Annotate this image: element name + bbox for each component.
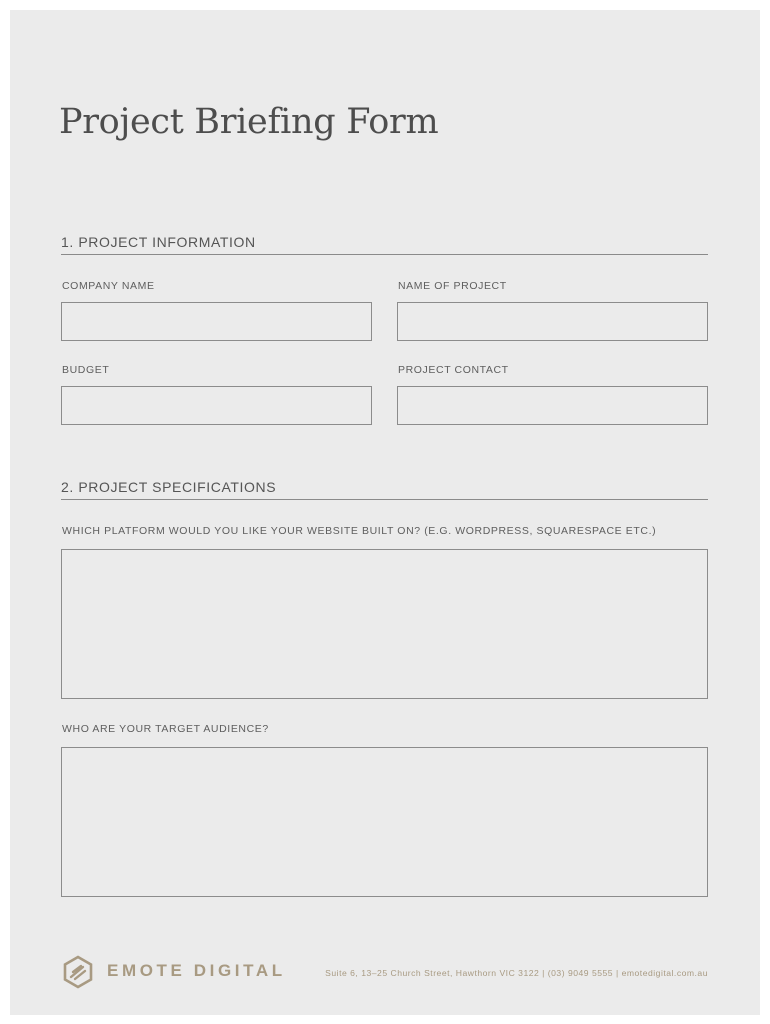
project-name-label: NAME OF PROJECT <box>398 280 507 292</box>
company-name-field[interactable] <box>61 302 372 341</box>
page-title: Project Briefing Form <box>59 102 439 142</box>
emote-digital-logo-icon <box>61 955 95 989</box>
project-contact-label: PROJECT CONTACT <box>398 364 509 376</box>
audience-textarea[interactable] <box>61 747 708 897</box>
form-page <box>10 10 760 1015</box>
audience-label: WHO ARE YOUR TARGET AUDIENCE? <box>62 723 269 735</box>
project-contact-field[interactable] <box>397 386 708 425</box>
section-heading-project-information: 1. PROJECT INFORMATION <box>61 234 708 255</box>
budget-label: BUDGET <box>62 364 110 376</box>
platform-textarea[interactable] <box>61 549 708 699</box>
project-name-field[interactable] <box>397 302 708 341</box>
company-name-label: COMPANY NAME <box>62 280 155 292</box>
footer-contact-info: Suite 6, 13–25 Church Street, Hawthorn VIC 3122 | (03) 9049 5555 | emotedigital.com.au <box>325 968 708 978</box>
budget-field[interactable] <box>61 386 372 425</box>
section-heading-project-specifications: 2. PROJECT SPECIFICATIONS <box>61 479 708 500</box>
platform-label: WHICH PLATFORM WOULD YOU LIKE YOUR WEBSITE BUILT ON? (E.G. WORDPRESS, SQUARESPACE ETC.) <box>62 525 657 537</box>
brand-name: EMOTE DIGITAL <box>107 961 286 980</box>
